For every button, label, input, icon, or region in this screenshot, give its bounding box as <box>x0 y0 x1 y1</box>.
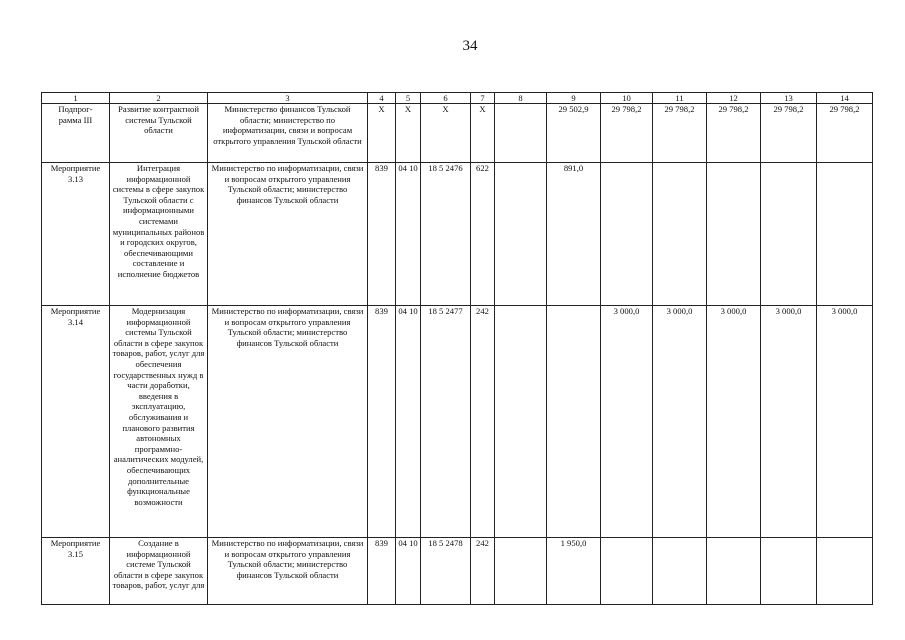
table-row <box>42 163 873 306</box>
code-cell: 04 10 <box>396 538 421 605</box>
value-cell: 3 000,0 <box>601 306 653 538</box>
column-header: 1 <box>42 93 110 104</box>
value-cell: 29 798,2 <box>817 104 873 163</box>
column-header: 12 <box>707 93 761 104</box>
code-cell: 622 <box>471 163 495 306</box>
value-cell <box>761 538 817 605</box>
budget-table <box>41 92 873 605</box>
column-header: 11 <box>653 93 707 104</box>
code-cell: 242 <box>471 306 495 538</box>
executor-cell: Министерство по информатизации, связи и вопросам открытого управления Тульской области; министерство финансов Тульской области <box>208 306 368 538</box>
event-name-cell: Мероприятие 3.13 <box>42 163 110 306</box>
value-cell <box>495 306 547 538</box>
value-cell <box>817 538 873 605</box>
value-cell: 29 798,2 <box>761 104 817 163</box>
code-cell: 839 <box>368 306 396 538</box>
code-cell: 18 5 2478 <box>421 538 471 605</box>
executor-cell: Министерство финансов Тульской области; министерство по информатизации, связи и вопросам открытого управления Тульской области <box>208 104 368 163</box>
header-row <box>42 93 873 104</box>
column-header: 5 <box>396 93 421 104</box>
column-header: 7 <box>471 93 495 104</box>
page-number: 34 <box>462 38 478 54</box>
column-header: 10 <box>601 93 653 104</box>
code-cell: 18 5 2476 <box>421 163 471 306</box>
code-cell: 839 <box>368 163 396 306</box>
value-cell <box>495 163 547 306</box>
column-header: 2 <box>110 93 208 104</box>
table-row <box>42 538 873 605</box>
value-cell: 3 000,0 <box>653 306 707 538</box>
code-cell: 04 10 <box>396 163 421 306</box>
code-cell: 839 <box>368 538 396 605</box>
value-cell <box>707 163 761 306</box>
value-cell <box>707 538 761 605</box>
column-header: 13 <box>761 93 817 104</box>
value-cell <box>653 163 707 306</box>
column-header: 14 <box>817 93 873 104</box>
value-cell: 3 000,0 <box>707 306 761 538</box>
value-cell <box>653 538 707 605</box>
value-cell: 29 798,2 <box>601 104 653 163</box>
value-cell: 3 000,0 <box>761 306 817 538</box>
program-name-cell: Подпрог- рамма III <box>42 104 110 163</box>
code-cell: X <box>421 104 471 163</box>
value-cell <box>495 538 547 605</box>
title-cell: Создание в информационной системе Тульской области в сфере закупок товаров, работ, услуг для <box>110 538 208 605</box>
code-cell: X <box>368 104 396 163</box>
code-cell: 04 10 <box>396 306 421 538</box>
title-cell: Интеграция информационной системы в сфере закупок Тульской области с информационными системами муниципальных районов и городских округов, обеспечивающими составление и исполнение бюджетов <box>110 163 208 306</box>
table-row <box>42 104 873 163</box>
value-cell <box>601 538 653 605</box>
code-cell: X <box>471 104 495 163</box>
table-row <box>42 306 873 538</box>
value-cell: 3 000,0 <box>817 306 873 538</box>
value-cell: 891,0 <box>547 163 601 306</box>
value-cell <box>601 163 653 306</box>
value-cell: 29 502,9 <box>547 104 601 163</box>
event-name-cell: Мероприятие 3.14 <box>42 306 110 538</box>
value-cell <box>495 104 547 163</box>
executor-cell: Министерство по информатизации, связи и вопросам открытого управления Тульской области; министерство финансов Тульской области <box>208 538 368 605</box>
column-header: 6 <box>421 93 471 104</box>
value-cell <box>761 163 817 306</box>
value-cell <box>817 163 873 306</box>
column-header: 4 <box>368 93 396 104</box>
title-cell: Развитие контрактной системы Тульской области <box>110 104 208 163</box>
column-header: 8 <box>495 93 547 104</box>
code-cell: X <box>396 104 421 163</box>
title-cell: Модернизация информационной системы Тульской области в сфере закупок товаров, работ, услуг для обеспечения государственных нужд в части доработки, введения в эксплуатацию, обслуживания и планового развития автономных программно-аналитических модулей, обеспечивающих дополнительные функциональные возможности <box>110 306 208 538</box>
column-header: 9 <box>547 93 601 104</box>
value-cell: 29 798,2 <box>653 104 707 163</box>
value-cell <box>547 306 601 538</box>
column-header: 3 <box>208 93 368 104</box>
code-cell: 242 <box>471 538 495 605</box>
value-cell: 29 798,2 <box>707 104 761 163</box>
event-name-cell: Мероприятие 3.15 <box>42 538 110 605</box>
value-cell: 1 950,0 <box>547 538 601 605</box>
code-cell: 18 5 2477 <box>421 306 471 538</box>
executor-cell: Министерство по информатизации, связи и вопросам открытого управления Тульской области; министерство финансов Тульской области <box>208 163 368 306</box>
